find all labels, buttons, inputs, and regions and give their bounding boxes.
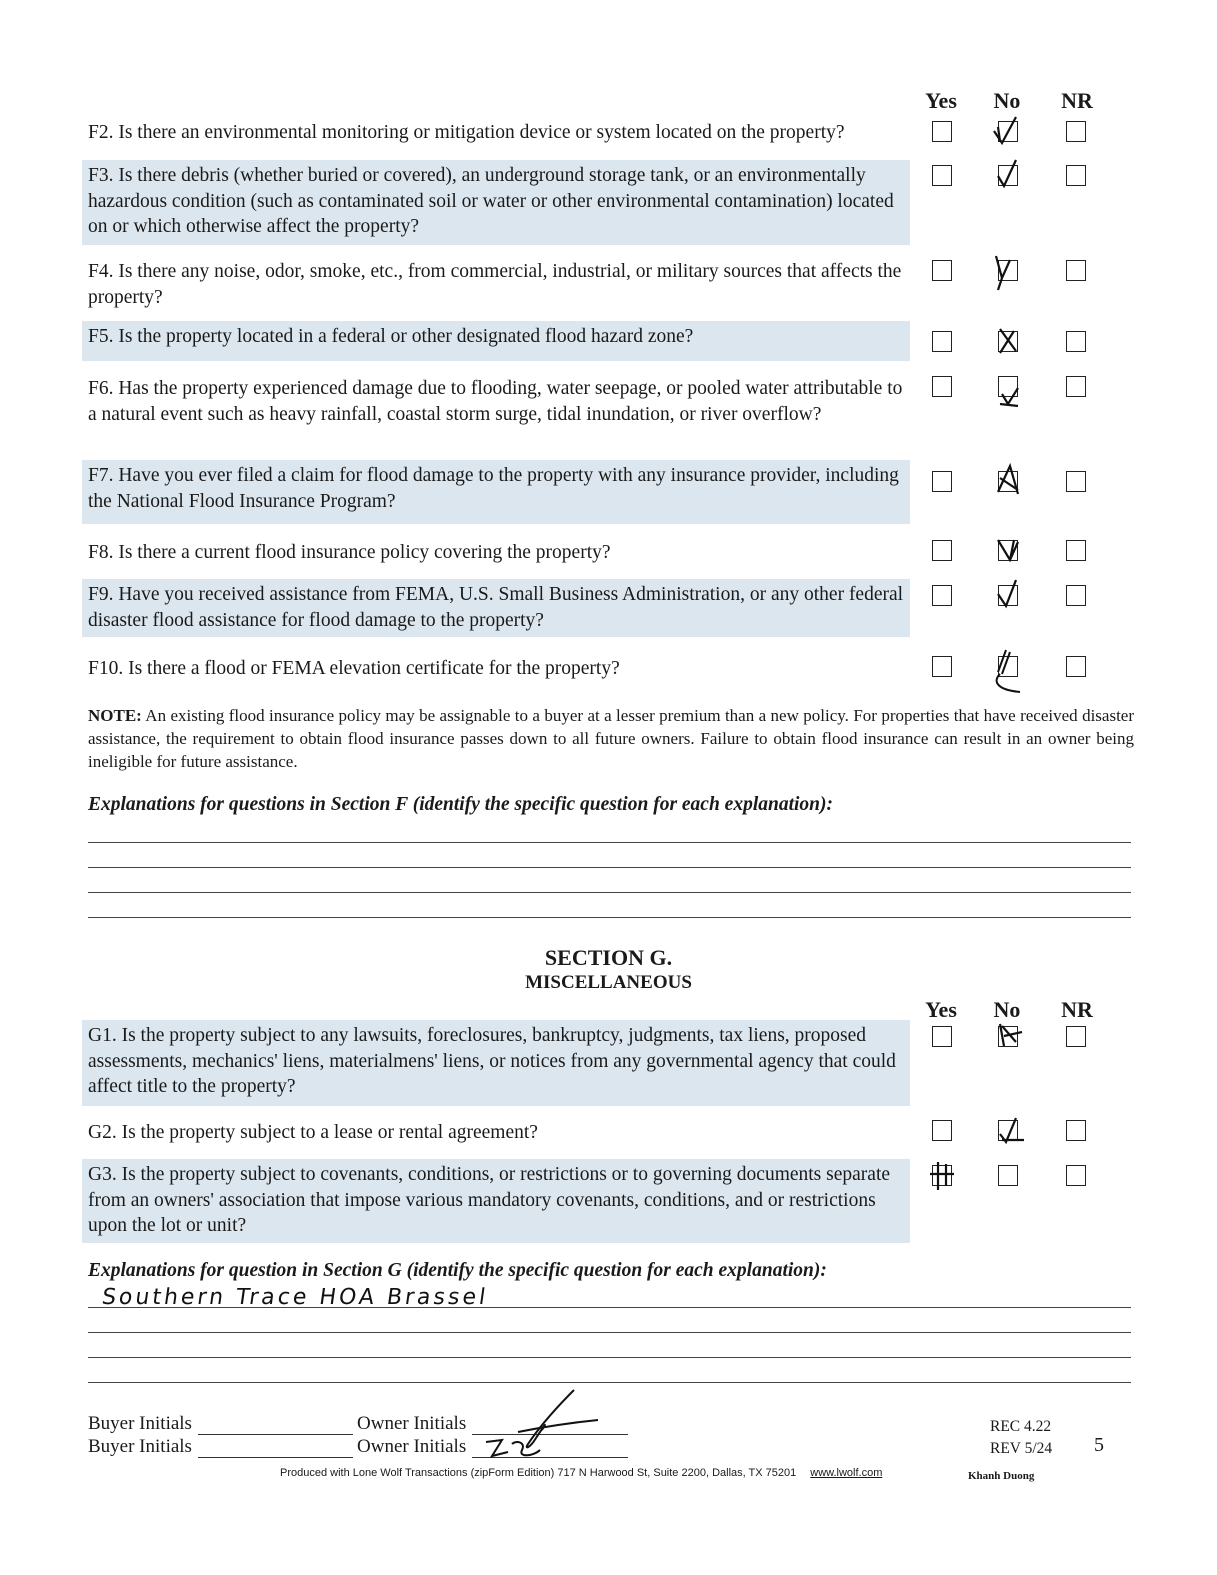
f9-no-check-mark (994, 578, 1022, 612)
owner-initials-label-1: Owner Initials (357, 1413, 467, 1434)
question-f9: F9. Have you received assistance from FEMA, U.S. Small Business Administration, or any other federal disaster flood assistance for flood damage to the property? (82, 579, 910, 637)
question-f3: F3. Is there debris (whether buried or covered), an underground storage tank, or an environmentally hazardous condition (such as contaminated soil or water or other environmental contamination) located on or which otherwise affect the property? (82, 160, 910, 245)
f2-nr-checkbox[interactable] (1066, 121, 1086, 142)
flood-insurance-note (88, 704, 1134, 773)
section-f-explanation-line-3[interactable] (88, 892, 1131, 893)
produced-with-footer (280, 1467, 882, 1479)
owner-initials-label-2: Owner Initials (357, 1436, 467, 1457)
f8-yes-checkbox[interactable] (932, 540, 952, 561)
question-f6: F6. Has the property experienced damage due to flooding, water seepage, or pooled water attributable to a natural event such as heavy rainfall, coastal storm surge, tidal inundation, or river overflow? (88, 378, 903, 425)
buyer-initials-label-1: Buyer Initials (88, 1413, 192, 1434)
f4-no-check-mark (990, 254, 1022, 294)
buyer-initials-label-2: Buyer Initials (88, 1436, 192, 1457)
buyer-initials-field-1[interactable] (198, 1434, 353, 1435)
f4-yes-checkbox[interactable] (932, 260, 952, 281)
g3-nr-checkbox[interactable] (1066, 1165, 1086, 1186)
g-col-header-yes: Yes (925, 997, 957, 1022)
section-g-explanations-label: Explanations for question in Section G (identify the specific question for each explanation): (88, 1260, 827, 1281)
col-header-nr: NR (1061, 88, 1093, 113)
g3-no-checkbox[interactable] (998, 1165, 1018, 1186)
g1-nr-checkbox[interactable] (1066, 1026, 1086, 1047)
g-col-header-nr: NR (1061, 997, 1093, 1022)
section-g-explanation-line-1[interactable] (88, 1307, 1131, 1308)
question-f4: F4. Is there any noise, odor, smoke, etc., from commercial, industrial, or military sources that affects the property? (88, 261, 902, 308)
lwolf-link[interactable]: www.lwolf.com (810, 1467, 883, 1479)
question-f2: F2. Is there an environmental monitoring or mitigation device or system located on the property? (88, 122, 845, 143)
f8-nr-checkbox[interactable] (1066, 540, 1086, 561)
handwritten-explanation: Southern Trace HOA Brassel (100, 1285, 490, 1310)
page-number: 5 (1094, 1434, 1104, 1456)
f3-no-check-mark (994, 158, 1024, 192)
f2-no-check-mark (990, 113, 1022, 147)
section-g-explanation-line-2[interactable] (88, 1332, 1131, 1333)
question-f5: F5. Is the property located in a federal or other designated flood hazard zone? (82, 321, 910, 361)
section-g-heading: SECTION G. (544, 945, 673, 970)
question-g1: G1. Is the property subject to any lawsuits, foreclosures, bankruptcy, judgments, tax liens, proposed assessments, mechanics' liens, materialmens' liens, or notices from any governmental agency that could affect title to the property? (82, 1020, 910, 1106)
f7-no-check-mark (994, 462, 1024, 498)
question-f10: F10. Is there a flood or FEMA elevation certificate for the property? (88, 658, 620, 679)
rev-version: REV 5/24 (990, 1440, 1053, 1457)
f9-nr-checkbox[interactable] (1066, 585, 1086, 606)
f6-yes-checkbox[interactable] (932, 376, 952, 397)
col-header-no: No (993, 88, 1021, 113)
f5-yes-checkbox[interactable] (932, 331, 952, 352)
g2-nr-checkbox[interactable] (1066, 1120, 1086, 1141)
buyer-initials-field-2[interactable] (198, 1457, 353, 1458)
section-f-explanations-label: Explanations for questions in Section F (identify the specific question for each explanation): (88, 794, 834, 815)
f2-yes-checkbox[interactable] (932, 121, 952, 142)
section-f-explanation-line-1[interactable] (88, 842, 1131, 843)
g3-yes-check-mark (926, 1160, 960, 1194)
section-g-subheading: MISCELLANEOUS (525, 972, 692, 993)
f7-yes-checkbox[interactable] (932, 471, 952, 492)
question-g2: G2. Is the property subject to a lease or rental agreement? (88, 1122, 538, 1143)
f5-nr-checkbox[interactable] (1066, 331, 1086, 352)
owner-initials-signature (478, 1386, 608, 1462)
f10-nr-checkbox[interactable] (1066, 656, 1086, 677)
section-g-explanation-line-3[interactable] (88, 1357, 1131, 1358)
f3-yes-checkbox[interactable] (932, 165, 952, 186)
note-label: NOTE: (88, 706, 142, 725)
g2-no-check-mark (994, 1114, 1028, 1146)
section-f-explanation-line-4[interactable] (88, 917, 1131, 918)
f4-nr-checkbox[interactable] (1066, 260, 1086, 281)
note-text: An existing flood insurance policy may be assignable to a buyer at a lesser premium than a new policy. For properties that have received disaster assistance, the requirement to obtain flood insurance passes down to all future owners. Failure to obtain flood insurance can result in an owner being ineligible for future assistance. (88, 706, 1134, 771)
g-col-header-no: No (993, 997, 1021, 1022)
g2-yes-checkbox[interactable] (932, 1120, 952, 1141)
f10-yes-checkbox[interactable] (932, 656, 952, 677)
agent-name: Khanh Duong (968, 1470, 1035, 1482)
rec-version: REC 4.22 (990, 1418, 1052, 1435)
col-header-yes: Yes (925, 88, 957, 113)
question-g3: G3. Is the property subject to covenants, conditions, or restrictions or to governing documents separate from an owners' association that impose various mandatory covenants, conditions, and or restrictions upon the lot or unit? (82, 1159, 910, 1243)
question-f8: F8. Is there a current flood insurance policy covering the property? (88, 542, 611, 563)
f6-no-check-mark (996, 384, 1024, 410)
f5-no-check-mark (994, 325, 1022, 357)
produced-with-text: Produced with Lone Wolf Transactions (zipForm Edition) 717 N Harwood St, Suite 2200, Dallas, TX 75201 (280, 1467, 797, 1479)
f10-no-check-mark (988, 648, 1024, 696)
f9-yes-checkbox[interactable] (932, 585, 952, 606)
g1-yes-checkbox[interactable] (932, 1026, 952, 1047)
section-f-explanation-line-2[interactable] (88, 867, 1131, 868)
section-g-explanation-line-4[interactable] (88, 1382, 1131, 1383)
f8-no-check-mark (994, 534, 1022, 566)
f7-nr-checkbox[interactable] (1066, 471, 1086, 492)
f3-nr-checkbox[interactable] (1066, 165, 1086, 186)
f6-nr-checkbox[interactable] (1066, 376, 1086, 397)
question-f7: F7. Have you ever filed a claim for flood damage to the property with any insurance provider, including the National Flood Insurance Program? (82, 460, 910, 524)
g1-no-check-mark (994, 1020, 1028, 1050)
